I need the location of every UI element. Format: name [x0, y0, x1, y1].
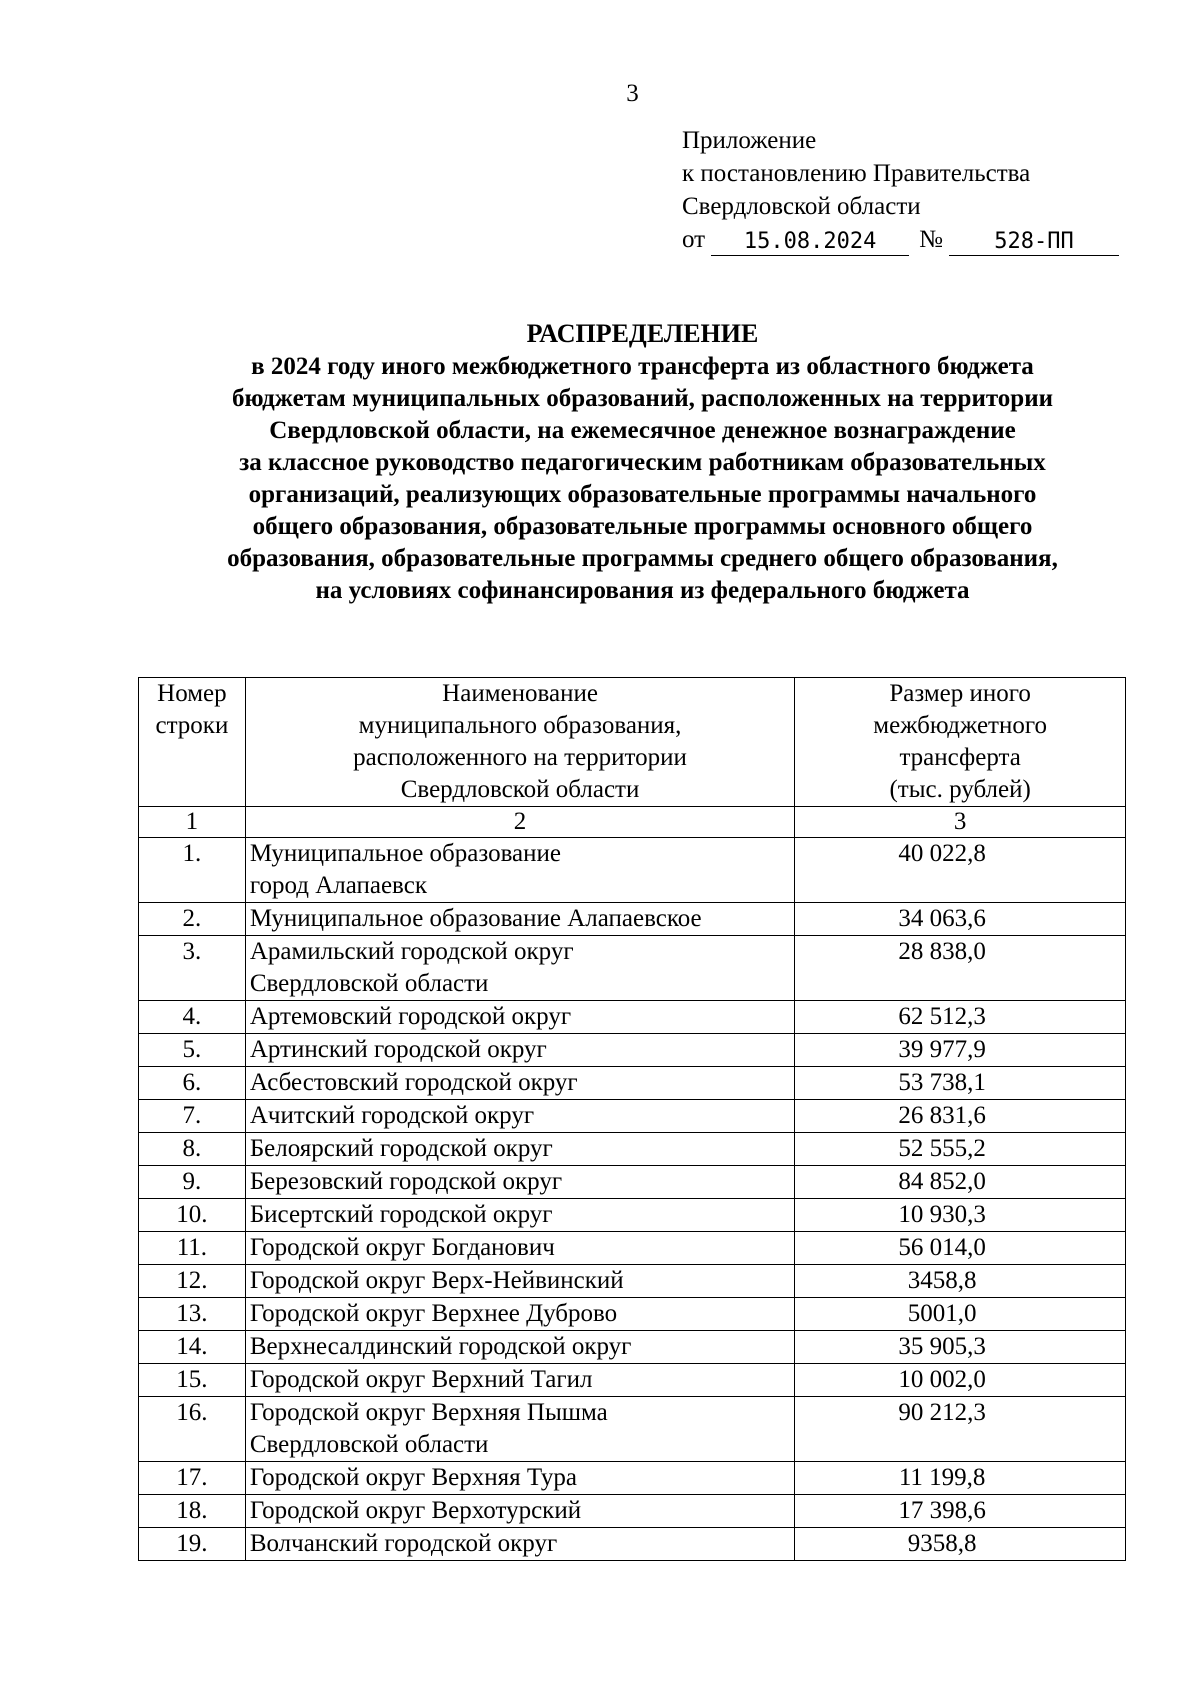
municipality-name-line: Асбестовский городской округ — [249, 1069, 578, 1096]
municipality-name-line: Арамильский городской округ — [249, 938, 574, 965]
transfer-amount: 84 852,0 — [795, 1166, 1126, 1199]
header-text: Номер — [157, 680, 227, 707]
transfer-amount: 10 930,3 — [795, 1199, 1126, 1232]
transfer-amount: 11 199,8 — [795, 1462, 1126, 1495]
header-text: Свердловской области — [400, 776, 640, 803]
table-row — [139, 1199, 1126, 1232]
column-index: 1 — [139, 807, 246, 838]
municipality-name — [245, 1331, 794, 1364]
table-row — [139, 1495, 1126, 1528]
municipality-name — [245, 936, 794, 1001]
transfer-amount: 40 022,8 — [795, 838, 1126, 903]
municipality-name — [245, 1034, 794, 1067]
municipality-name-line: Верхнесалдинский городской округ — [249, 1333, 632, 1360]
header-text: Размер иного — [889, 680, 1031, 707]
municipality-name-line: Городской округ Богданович — [249, 1234, 555, 1261]
row-number: 8. — [139, 1133, 246, 1166]
municipality-name — [245, 1001, 794, 1034]
title-line: организаций, реализующих образовательные программы начального — [248, 481, 1037, 508]
title-line: образования, образовательные программы среднего общего образования, — [227, 545, 1058, 572]
table-row — [139, 1034, 1126, 1067]
municipality-name-line: Свердловской области — [249, 970, 489, 997]
table-row — [139, 1067, 1126, 1100]
table-row — [139, 1166, 1126, 1199]
transfer-amount: 17 398,6 — [795, 1495, 1126, 1528]
table-row — [139, 1397, 1126, 1462]
decree-number: 528-ПП — [949, 229, 1119, 256]
document-title — [100, 318, 1185, 607]
municipality-name — [245, 838, 794, 903]
municipality-name-line: Городской округ Верхняя Тура — [249, 1464, 578, 1491]
header-text: межбюджетного — [873, 712, 1047, 739]
transfer-amount: 56 014,0 — [795, 1232, 1126, 1265]
table-row — [139, 1133, 1126, 1166]
transfer-amount: 53 738,1 — [795, 1067, 1126, 1100]
municipality-name — [245, 1133, 794, 1166]
municipality-name — [245, 1298, 794, 1331]
transfer-amount: 62 512,3 — [795, 1001, 1126, 1034]
municipality-name-line: город Алапаевск — [249, 872, 427, 899]
row-number: 4. — [139, 1001, 246, 1034]
table-row — [139, 936, 1126, 1001]
page-number: 3 — [626, 80, 639, 107]
header-text: муниципального образования, — [358, 712, 682, 739]
municipality-name-line: Свердловской области — [249, 1431, 489, 1458]
decree-reference — [682, 223, 1119, 256]
column-index: 3 — [795, 807, 1126, 838]
decree-date: 15.08.2024 — [711, 229, 909, 256]
title-line: за классное руководство педагогическим работникам образовательных — [239, 449, 1046, 476]
municipality-name — [245, 1397, 794, 1462]
municipality-name-line: Муниципальное образование — [249, 840, 562, 867]
row-number: 6. — [139, 1067, 246, 1100]
row-number: 17. — [139, 1462, 246, 1495]
municipality-name — [245, 1364, 794, 1397]
municipality-name — [245, 1265, 794, 1298]
appendix-block — [682, 124, 1119, 256]
number-sign-label: № — [919, 226, 943, 253]
transfer-amount: 9358,8 — [795, 1528, 1126, 1561]
row-number: 7. — [139, 1100, 246, 1133]
table-row — [139, 903, 1126, 936]
row-number: 16. — [139, 1397, 246, 1462]
municipality-name — [245, 1100, 794, 1133]
table-row — [139, 1100, 1126, 1133]
header-text: трансферта — [899, 744, 1021, 771]
row-number: 15. — [139, 1364, 246, 1397]
municipality-name — [245, 1199, 794, 1232]
header-text: строки — [155, 712, 229, 739]
header-amount — [795, 678, 1126, 807]
table-row — [139, 1331, 1126, 1364]
column-index: 2 — [245, 807, 794, 838]
header-text: Наименование — [442, 680, 598, 707]
municipality-name-line: Ачитский городской округ — [249, 1102, 535, 1129]
row-number: 3. — [139, 936, 246, 1001]
municipality-name-line: Городской округ Верхотурский — [249, 1497, 582, 1524]
table-row — [139, 1298, 1126, 1331]
title-line: на условиях софинансирования из федерального бюджета — [315, 577, 970, 604]
appendix-line-2: к постановлению Правительства — [682, 160, 1031, 187]
transfer-amount: 39 977,9 — [795, 1034, 1126, 1067]
table-header-row — [139, 678, 1126, 807]
title-line: бюджетам муниципальных образований, расположенных на территории — [231, 385, 1054, 412]
table-row — [139, 1232, 1126, 1265]
row-number: 14. — [139, 1331, 246, 1364]
row-number: 2. — [139, 903, 246, 936]
municipality-name-line: Волчанский городской округ — [249, 1530, 558, 1557]
table-row — [139, 1364, 1126, 1397]
municipality-name — [245, 1067, 794, 1100]
row-number: 19. — [139, 1528, 246, 1561]
municipality-name — [245, 1528, 794, 1561]
municipality-name-line: Городской округ Верхнее Дуброво — [249, 1300, 618, 1327]
row-number: 12. — [139, 1265, 246, 1298]
table-row — [139, 1462, 1126, 1495]
transfer-amount: 34 063,6 — [795, 903, 1126, 936]
header-row-number — [139, 678, 246, 807]
municipality-name-line: Городской округ Верхняя Пышма — [249, 1399, 608, 1426]
transfer-amount: 3458,8 — [795, 1265, 1126, 1298]
appendix-line-3: Свердловской области — [682, 193, 921, 220]
municipality-name-line: Белоярский городской округ — [249, 1135, 553, 1162]
transfer-amount: 5001,0 — [795, 1298, 1126, 1331]
municipality-name-line: Березовский городской округ — [249, 1168, 563, 1195]
municipality-name-line: Артемовский городской округ — [249, 1003, 572, 1030]
municipality-name-line: Городской округ Верхний Тагил — [249, 1366, 593, 1393]
transfer-amount: 26 831,6 — [795, 1100, 1126, 1133]
municipality-name-line: Муниципальное образование Алапаевское — [249, 905, 702, 932]
appendix-line-1: Приложение — [682, 127, 817, 154]
title-line: в 2024 году иного межбюджетного трансферта из областного бюджета — [251, 353, 1034, 380]
municipality-name — [245, 1166, 794, 1199]
municipality-name — [245, 1462, 794, 1495]
table-row — [139, 1265, 1126, 1298]
title-line: Свердловской области, на ежемесячное денежное вознаграждение — [269, 417, 1016, 444]
title-heading: РАСПРЕДЕЛЕНИЕ — [526, 319, 759, 348]
row-number: 11. — [139, 1232, 246, 1265]
header-text: (тыс. рублей) — [889, 776, 1031, 803]
row-number: 13. — [139, 1298, 246, 1331]
transfer-amount: 90 212,3 — [795, 1397, 1126, 1462]
title-line: общего образования, образовательные программы основного общего — [252, 513, 1033, 540]
column-index-row — [139, 807, 1126, 838]
municipality-name-line: Городской округ Верх-Нейвинский — [249, 1267, 624, 1294]
municipality-name — [245, 903, 794, 936]
row-number: 9. — [139, 1166, 246, 1199]
municipality-name — [245, 1232, 794, 1265]
table-row — [139, 1528, 1126, 1561]
row-number: 1. — [139, 838, 246, 903]
row-number: 10. — [139, 1199, 246, 1232]
table-row — [139, 1001, 1126, 1034]
transfer-amount: 10 002,0 — [795, 1364, 1126, 1397]
row-number: 5. — [139, 1034, 246, 1067]
municipality-name-line: Артинский городской округ — [249, 1036, 547, 1063]
table-row — [139, 838, 1126, 903]
transfer-amount: 28 838,0 — [795, 936, 1126, 1001]
transfer-amount: 35 905,3 — [795, 1331, 1126, 1364]
transfer-amount: 52 555,2 — [795, 1133, 1126, 1166]
header-municipality — [245, 678, 794, 807]
from-label: от — [682, 226, 706, 253]
row-number: 18. — [139, 1495, 246, 1528]
distribution-table — [138, 677, 1126, 1561]
municipality-name-line: Бисертский городской округ — [249, 1201, 553, 1228]
header-text: расположенного на территории — [353, 744, 687, 771]
municipality-name — [245, 1495, 794, 1528]
